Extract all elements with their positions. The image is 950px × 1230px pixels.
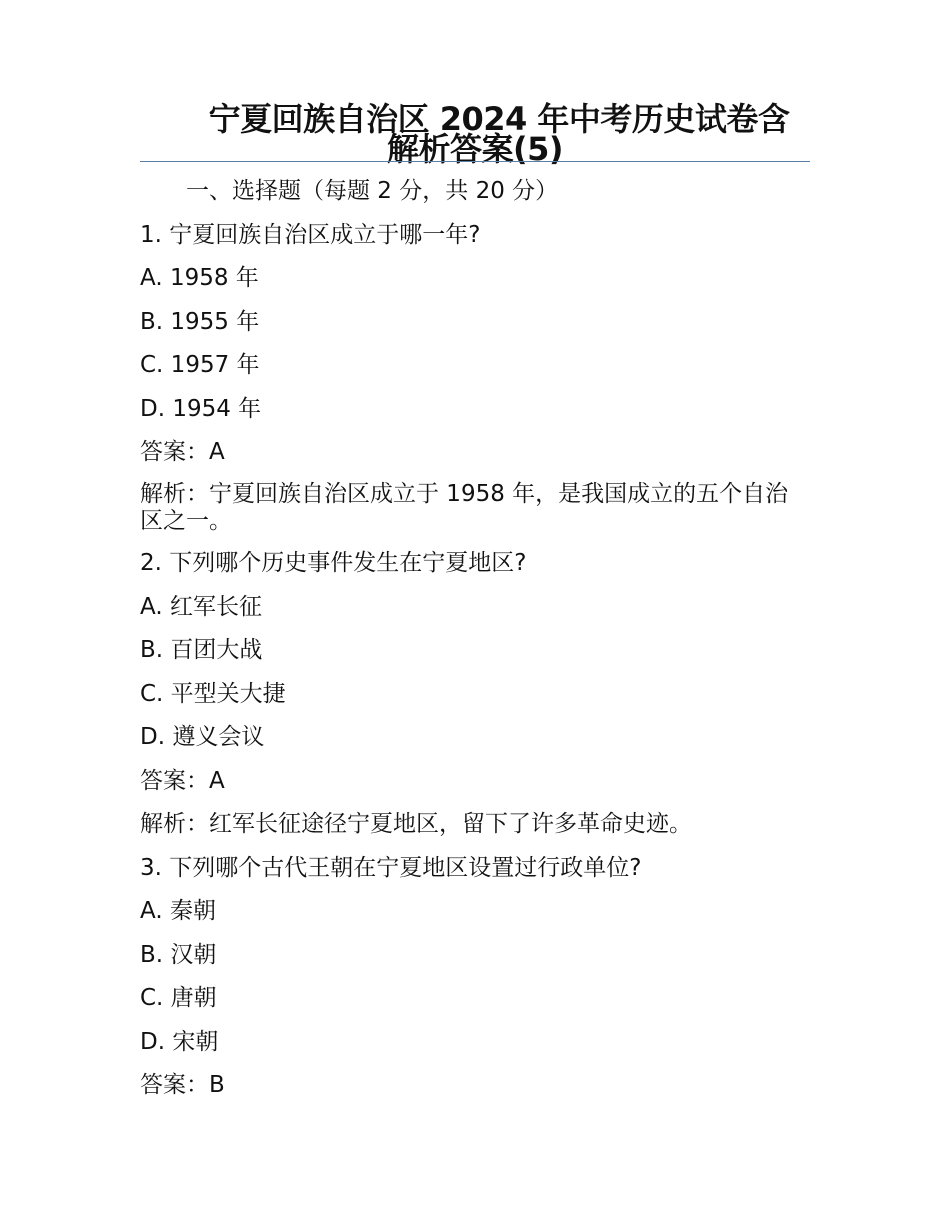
question-3-option-a: A. 秦朝 [140,898,216,924]
question-2-option-a: A. 红军长征 [140,593,262,620]
question-1-explanation: 解析：宁夏回族自治区成立于 1958 年，是我国成立的五个自治区之一。 [140,480,789,534]
question-1-option-c: C. 1957 年 [140,352,260,378]
question-2-explanation: 解析：红军长征途径宁夏地区，留下了许多革命史迹。 [140,811,692,837]
question-3-option-b: B. 汉朝 [140,941,217,968]
question-1-option-a: A. 1958 年 [140,265,259,291]
question-2-option-d: D. 遵义会议 [140,724,265,750]
question-3-option-d: D. 宋朝 [140,1028,219,1055]
question-3-option-c: C. 唐朝 [140,985,217,1011]
question-1-answer: 答案：A [140,439,225,465]
question-2-option-b: B. 百团大战 [140,637,263,663]
question-1: 1. 宁夏回族自治区成立于哪一年? [140,221,481,248]
document-body [140,176,810,1114]
question-2-answer: 答案：A [140,767,225,794]
question-1-option-b: B. 1955 年 [140,308,260,335]
title-line-2: 解析答案(5) [386,130,564,168]
question-1-option-d: D. 1954 年 [140,395,262,422]
title-underline [140,161,810,162]
question-2-option-c: C. 平型关大捷 [140,680,286,707]
title-line-1: 宁夏回族自治区 2024 年中考历史试卷含 [208,100,790,138]
section-heading: 一、选择题（每题 2 分，共 20 分） [186,178,559,204]
document-title [140,100,810,168]
question-3: 3. 下列哪个古代王朝在宁夏地区设置过行政单位? [140,854,642,881]
question-3-answer: 答案：B [140,1072,225,1098]
question-2: 2. 下列哪个历史事件发生在宁夏地区? [140,550,527,576]
